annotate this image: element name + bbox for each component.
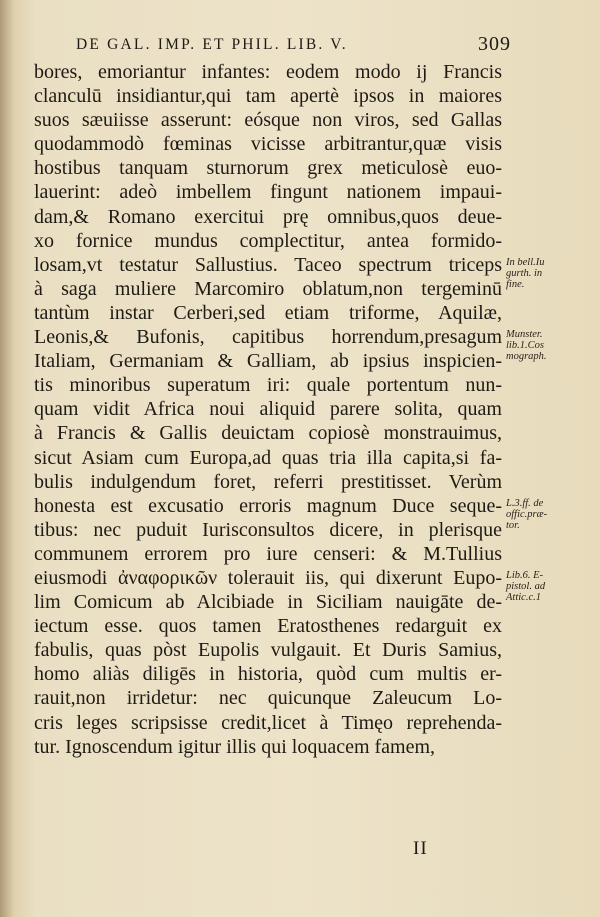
running-head: DE GAL. IMP. ET PHIL. LIB. V. (76, 36, 348, 53)
text-line: bores, emoriantur infantes: eodem modo ij Francis (34, 61, 502, 83)
text-line: tantùm instar Cerberi,sed etiam triforme, Aquilæ, (34, 301, 502, 324)
text-line: communem errorem pro iure censeri: & M.Tullius (34, 542, 502, 565)
text-line: homo aliàs diligēs in historia, quòd cum multis er- (34, 663, 502, 686)
page-number: 309 (478, 33, 511, 55)
text-line: cris leges scripsisse credit,licet à Timęo reprehenda- (34, 711, 502, 734)
text-line: honesta est excusatio erroris magnum Duce seque- (34, 494, 502, 517)
text-line: losam,vt testatur Sallustius. Taceo spectrum triceps (34, 253, 502, 276)
text-line: rauit,non irridetur: nec quicunque Zaleucum Lo- (34, 687, 502, 710)
text-line: quam vidit Africa noui aliquid parere solita, quam (34, 398, 502, 421)
text-line: à saga muliere Marcomiro oblatum,non tergeminū (34, 277, 502, 300)
text-line: tibus: nec puduit Iurisconsultos dicere, in plerisque (34, 518, 502, 541)
marginal-note: L.3.ff. de offic.præ- tor. (506, 497, 548, 531)
text-line: lim Comicum ab Alcibiade in Siciliam nauigāte de- (34, 591, 502, 614)
text-line: tur. Ignoscendum igitur illis qui loquacem famem, (34, 735, 436, 758)
text-line: eiusmodi ἀναφορικῶν tolerauit iis, qui dixerunt Eupo- (34, 566, 502, 589)
marginal-note: Lib.6. E- pistol. ad Attic.c.1 (506, 570, 546, 604)
text-line: Italiam, Germaniam & Galliam, ab ipsius inspicien- (34, 350, 502, 373)
gutter-shadow (0, 0, 14, 917)
text-line: iectum esse. quos tamen Eratosthenes redarguit ex (34, 615, 502, 638)
text-line: lauerint: adeò imbellem fingunt nationem impaui- (34, 181, 502, 204)
text-line: dam,& Romano exercitui prę omnibus,quos deue- (34, 205, 502, 228)
text-line: xo fornice mundus complectitur, antea formido- (34, 229, 502, 252)
marginal-note: In bell.Iu gurth. in fine. (506, 256, 545, 290)
text-line: sicut Asiam cum Europa,ad quas tria illa capita,si fa- (34, 446, 502, 469)
text-line: bulis indulgendum foret, referri prestitisset. Verùm (34, 470, 502, 493)
text-line: tis minoribus superatum iri: quale portentum nun- (34, 374, 502, 397)
text-line: fabulis, quas pòst Eupolis vulgauit. Et Duris Samius, (34, 639, 502, 662)
text-line: clanculū insidiantur,qui tam apertè ipsos in maiores (34, 85, 502, 108)
text-line: à Francis & Gallis deuictam copiosè monstrauimus, (34, 422, 502, 445)
body-text (34, 60, 502, 759)
catchword: II (413, 838, 428, 859)
marginal-note: Munster. lib.1.Cos mograph. (506, 329, 547, 363)
text-line: suos sæuiisse asserunt: eósque non viros, sed Gallas (34, 109, 502, 132)
text-line: hostibus tanquam sturnorum grex meticulosè euo- (34, 157, 502, 180)
text-line: Leonis,& Bufonis, capitibus horrendum,presagum (34, 326, 502, 349)
text-line: quodammodò fœminas vicisse arbitrantur,quæ visis (34, 133, 502, 156)
